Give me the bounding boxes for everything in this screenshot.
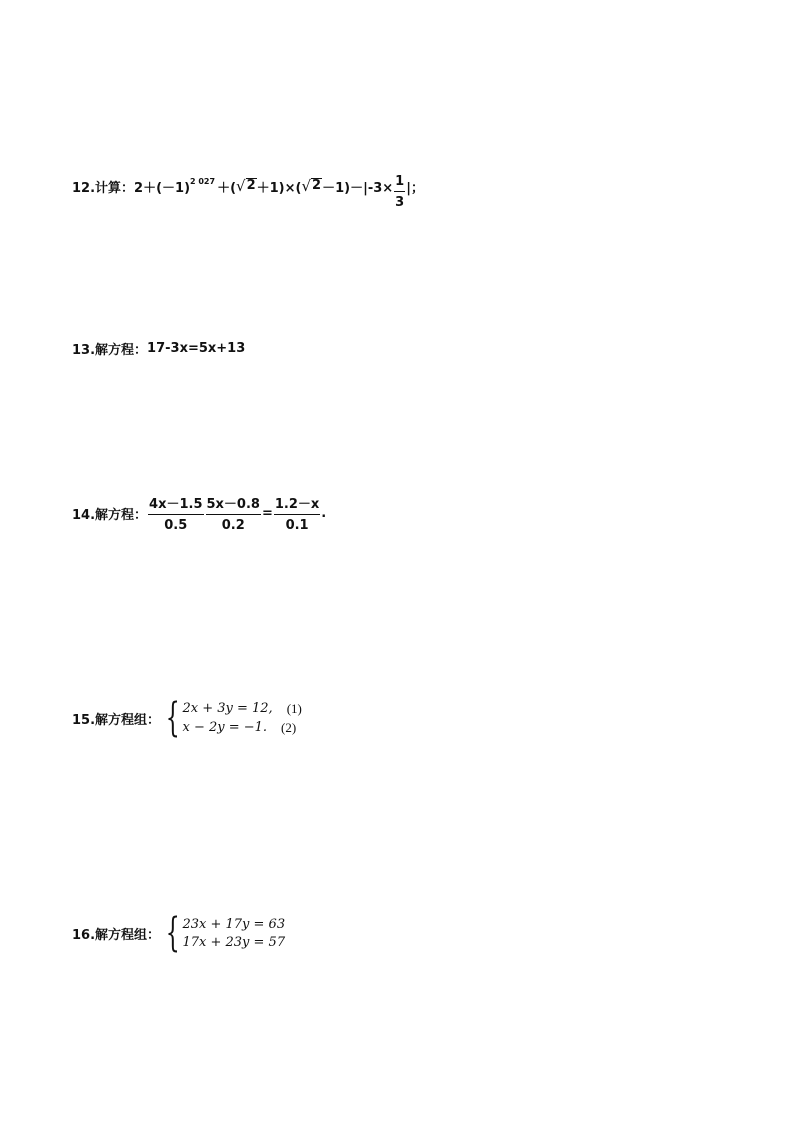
q12-part-c: ＋1)×( (256, 180, 302, 196)
radical-icon: √ (236, 176, 246, 195)
question-13-label: 13.解方程： (72, 343, 148, 358)
q15-tag-1: (1) (286, 700, 302, 716)
q12-part-d: －1)－|-3× (322, 180, 394, 196)
question-13-equation: 17-3x=5x+13 (147, 341, 246, 356)
q15-equation-system (160, 695, 302, 741)
question-16 (72, 910, 286, 956)
q12-part-b: ＋( (217, 180, 237, 196)
question-14-label: 14.解方程： (72, 507, 148, 523)
question-15-label: 15.解方程组： (72, 712, 161, 728)
q12-fraction: $\frac{1}{3}$ (395, 174, 405, 210)
q12-sqrt-1: √ 2 (236, 176, 256, 195)
question-15 (72, 695, 302, 741)
question-13 (72, 339, 245, 358)
q12-exponent: 2 027 (190, 176, 216, 186)
left-brace-icon: { (165, 695, 180, 741)
question-12-expression (134, 168, 424, 210)
question-12 (72, 168, 424, 210)
q15-equation-2: x − 2y = −1. (182, 719, 268, 735)
question-12-label: 12.计算： (72, 180, 135, 196)
radical-icon: √ (301, 176, 312, 195)
question-14 (72, 493, 326, 533)
q15-tag-2: (2) (281, 719, 297, 735)
left-brace-icon: { (165, 910, 180, 956)
q16-equation-2: 17x + 23y = 57 (182, 934, 286, 950)
q12-part-a: 2＋(－1) (134, 180, 191, 196)
q15-equation-1: 2x + 3y = 12, (182, 700, 273, 716)
q14-fraction-2: $\frac{5x-0.8}{0.2}$ (206, 497, 260, 533)
question-16-label: 16.解方程组： (72, 927, 161, 943)
q14-equals: = (261, 505, 273, 521)
q12-part-e: |； (406, 180, 424, 196)
q16-equation-system (160, 910, 286, 956)
q16-equation-1: 23x + 17y = 63 (182, 916, 286, 932)
q14-fraction-1: $\frac{4x-1.5}{0.5}$ (149, 497, 203, 533)
q14-tail: . (321, 505, 327, 521)
q14-fraction-3: $\frac{1.2-x}{0.1}$ (274, 497, 320, 533)
question-14-equation (147, 493, 326, 533)
q12-sqrt-2: √ 2 (301, 176, 322, 195)
